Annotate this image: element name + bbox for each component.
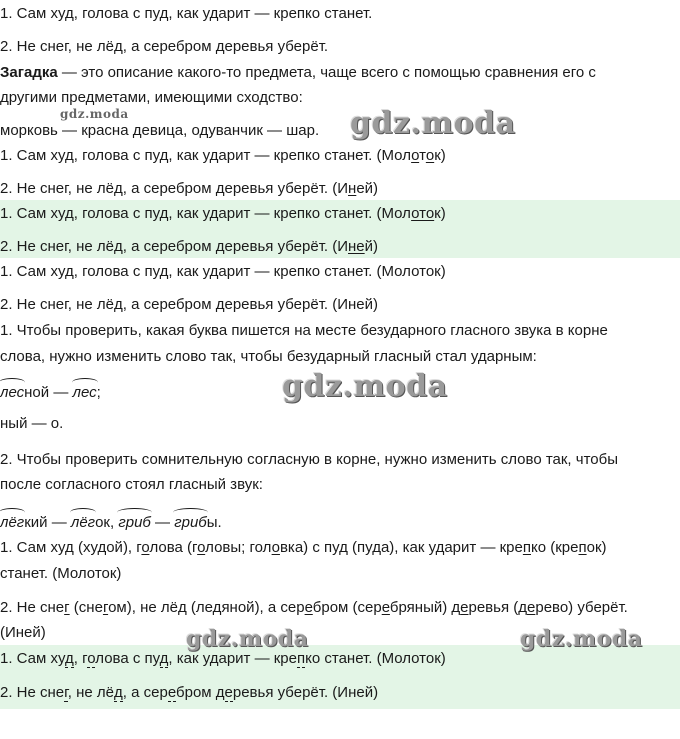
marked-letter: д — [65, 539, 74, 556]
watermark-logo: gdz.moda — [186, 626, 309, 652]
marked-letter: е — [460, 599, 469, 616]
marked-letter: д — [65, 650, 74, 667]
answer-line-3 — [0, 204, 446, 224]
marked-letter: г — [64, 684, 68, 701]
text: яной), а сер — [221, 599, 305, 616]
text: лова с пу — [95, 650, 160, 667]
text: бром (сер — [312, 599, 382, 616]
text: — — [155, 514, 171, 531]
text: бром д — [176, 684, 225, 701]
text: 2. Не снег, не лёд, а серебром деревья уберёт. (И — [0, 180, 349, 197]
marked-letter: е — [527, 599, 536, 616]
word-root: лес — [72, 384, 97, 401]
marked-letter: о — [197, 539, 206, 556]
text: ко (кре — [531, 539, 579, 556]
marked-letter: о — [411, 147, 420, 164]
text: лова (г — [149, 539, 198, 556]
text: 2. Не сне — [0, 599, 65, 616]
marked-letter: д — [114, 684, 123, 701]
riddle-line-2: 2. Не снег, не лёд, а серебром деревья уберёт. — [0, 38, 329, 55]
word-root: лес — [0, 384, 25, 401]
watermark-logo: gdz.moda — [350, 106, 516, 141]
marked-letter: о — [425, 147, 435, 164]
text: к) — [434, 205, 446, 222]
definition-text: — это описание какого-то предмета, чаще всего с помощью сравнения его с — [57, 64, 596, 81]
text: т — [419, 147, 426, 164]
text: ок) — [586, 539, 607, 556]
text: ой), г — [106, 539, 142, 556]
checked-line-1 — [0, 538, 607, 558]
marked-letter: д — [97, 539, 107, 556]
watermark-logo: gdz.moda — [520, 626, 643, 652]
definition-term: Загадка — [0, 64, 58, 81]
answer-line-5: 1. Сам худ, голова с пуд, как ударит — крепко станет. (Молоток) — [0, 263, 446, 280]
text: ; — [96, 384, 101, 401]
text: , а сер — [122, 684, 168, 701]
text: й) — [364, 238, 379, 255]
riddle-line-1: 1. Сам худ, голова с пуд, как ударит — крепко станет. — [0, 5, 373, 22]
text: , как ударит — кре — [168, 650, 297, 667]
definition-line-2: другими предметами, имеющими сходство: — [0, 89, 303, 106]
marked-letter: д — [339, 539, 348, 556]
text: 1. Сам худ, голова с пуд, как ударит — крепко станет. ( — [0, 147, 382, 164]
text: кий — — [24, 514, 67, 531]
text: Мол — [381, 147, 412, 164]
definition-line-1 — [0, 63, 596, 83]
answer-line-1 — [0, 146, 446, 166]
text: ы. — [206, 514, 222, 531]
text: вка) с пу — [279, 539, 340, 556]
marked-letter: о — [87, 650, 96, 667]
marked-letter: н — [348, 180, 357, 197]
text: ок, — [95, 514, 115, 531]
marked-letter: п — [522, 539, 531, 556]
text: 2. Не сне — [0, 684, 65, 701]
answer-line-6: 2. Не снег, не лёд, а серебром деревья уберёт. (Иней) — [0, 296, 379, 313]
text: , г — [73, 650, 88, 667]
word-root: лёг — [70, 514, 96, 531]
text: (сне — [69, 599, 103, 616]
marked-letter: о — [271, 539, 280, 556]
watermark-logo: gdz.moda — [282, 369, 448, 404]
answer-line-2 — [0, 179, 378, 199]
text: ей) — [356, 180, 379, 197]
text: ко станет. (Молоток) — [305, 650, 446, 667]
marked-letter: п — [578, 539, 587, 556]
marked-letter: г — [64, 599, 70, 616]
text: рево) уберёт. — [535, 599, 628, 616]
checked-line-1-cont: станет. (Молоток) — [0, 565, 122, 582]
marked-letter: о — [141, 539, 150, 556]
marked-letter: е — [224, 684, 233, 701]
checked-line-2 — [0, 598, 628, 618]
marked-letters: не — [348, 238, 365, 255]
text: к) — [434, 147, 446, 164]
marked-letter: г — [102, 599, 109, 616]
word-root: лёг — [0, 514, 25, 531]
marked-letter: д — [372, 539, 381, 556]
rule-2-example — [0, 513, 222, 533]
definition-example: морковь — красна девица, одуванчик — шар. — [0, 122, 320, 139]
text: (пу — [347, 539, 373, 556]
rule-2-line-2: после согласного стоял гласный звук: — [0, 476, 263, 493]
rule-2-line-1: 2. Чтобы проверить сомнительную согласную в корне, нужно изменить слово так, чтобы — [0, 451, 618, 468]
text: ревья (д — [468, 599, 528, 616]
text: , не лё — [67, 684, 115, 701]
rule-1-line-1: 1. Чтобы проверить, какая буква пишется на месте безударного гласного звука в корне — [0, 322, 608, 339]
text: ловы; гол — [205, 539, 272, 556]
text: а), как ударит — кре — [380, 539, 523, 556]
text: 1. Сам худ, голова с пуд, как ударит — крепко станет. (Мол — [0, 205, 412, 222]
text: бряный) д — [389, 599, 461, 616]
marked-letter: е — [167, 684, 177, 701]
watermark-logo: gdz.moda — [60, 107, 129, 121]
text: ной — — [24, 384, 69, 401]
final-line-2 — [0, 683, 378, 703]
text: 1. Сам ху — [0, 650, 66, 667]
marked-letter: е — [304, 599, 313, 616]
marked-letter: е — [381, 599, 390, 616]
text: (ле — [186, 599, 213, 616]
final-line-1 — [0, 649, 446, 669]
text: 2. Не снег, не лёд, а серебром деревья уберёт. (И — [0, 238, 349, 255]
rule-1-example-cont: ный — о. — [0, 415, 64, 432]
text: ревья уберёт. (Иней) — [232, 684, 379, 701]
word-root: гриб — [118, 514, 151, 531]
marked-letter: д — [177, 599, 187, 616]
word-root: гриб — [174, 514, 207, 531]
marked-letter: д — [159, 650, 169, 667]
marked-letter: д — [212, 599, 222, 616]
answer-line-4 — [0, 237, 378, 257]
text: 1. Сам ху — [0, 539, 66, 556]
rule-1-example — [0, 383, 101, 403]
rule-1-line-2: слова, нужно изменить слово так, чтобы безударный гласный стал ударным: — [0, 348, 537, 365]
marked-letters: ото — [411, 205, 435, 222]
text: (ху — [73, 539, 98, 556]
marked-letter: п — [297, 650, 306, 667]
text: ом), не лё — [108, 599, 178, 616]
checked-line-2-cont: (Иней) — [0, 624, 46, 641]
